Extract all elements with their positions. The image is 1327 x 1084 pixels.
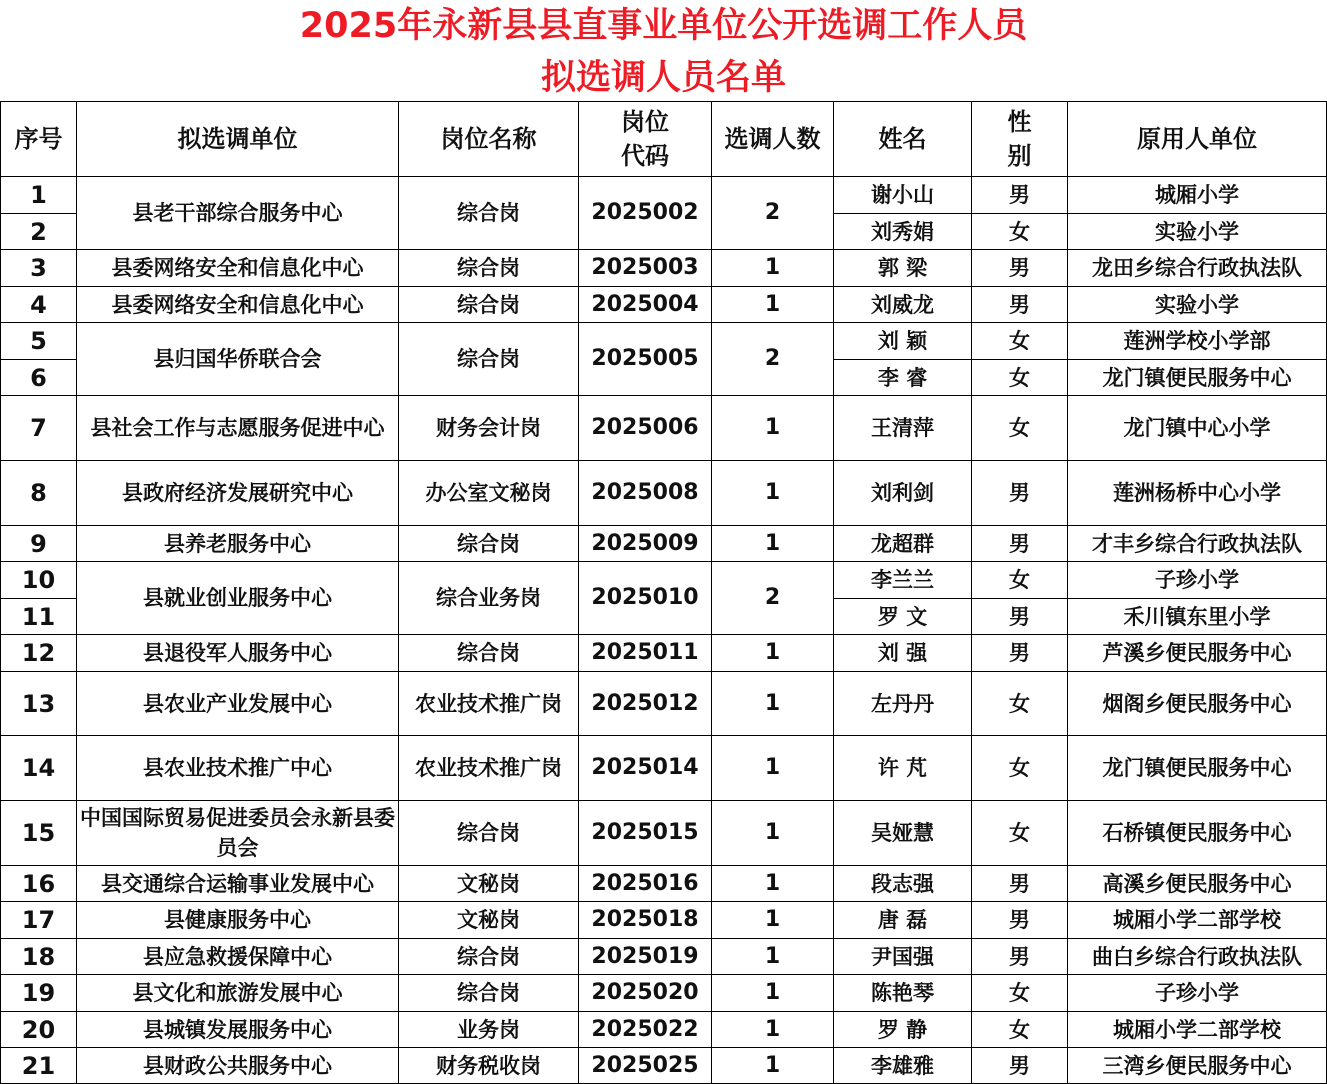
post-cell: 综合岗	[399, 801, 579, 866]
count-cell: 1	[712, 672, 834, 736]
name-cell: 刘利剑	[834, 461, 972, 526]
origin-unit-cell: 莲洲杨桥中心小学	[1068, 461, 1327, 526]
post-cell: 综合岗	[399, 975, 579, 1012]
name-cell: 罗 文	[834, 599, 972, 635]
origin-unit-cell: 子珍小学	[1068, 562, 1327, 599]
header-cell: 原用人单位	[1068, 102, 1327, 177]
seq-cell: 1	[1, 177, 77, 214]
post-cell: 综合岗	[399, 939, 579, 975]
table-row	[1, 250, 1327, 287]
name-cell: 刘 颖	[834, 323, 972, 360]
document-title	[0, 0, 1327, 101]
name-cell: 刘秀娟	[834, 214, 972, 250]
origin-unit-cell: 高溪乡便民服务中心	[1068, 866, 1327, 902]
origin-unit-cell: 城厢小学二部学校	[1068, 902, 1327, 939]
sex-cell: 男	[972, 177, 1068, 214]
count-cell: 1	[712, 1048, 834, 1084]
sex-cell: 女	[972, 562, 1068, 599]
post-cell: 财务税收岗	[399, 1048, 579, 1084]
count-cell: 2	[712, 562, 834, 635]
table-row	[1, 526, 1327, 562]
seq-cell: 5	[1, 323, 77, 360]
post-cell: 农业技术推广岗	[399, 736, 579, 801]
count-cell: 1	[712, 939, 834, 975]
table-row	[1, 801, 1327, 866]
name-cell: 刘 强	[834, 635, 972, 672]
sex-cell: 男	[972, 250, 1068, 287]
sex-cell: 男	[972, 461, 1068, 526]
header-cell: 岗位 代码	[579, 102, 712, 177]
table-row	[1, 177, 1327, 214]
unit-cell: 县委网络安全和信息化中心	[77, 250, 399, 287]
seq-cell: 21	[1, 1048, 77, 1084]
name-cell: 郭 梁	[834, 250, 972, 287]
name-cell: 谢小山	[834, 177, 972, 214]
count-cell: 2	[712, 323, 834, 396]
code-cell: 2025002	[579, 177, 712, 250]
seq-cell: 11	[1, 599, 77, 635]
seq-cell: 3	[1, 250, 77, 287]
sex-cell: 女	[972, 396, 1068, 461]
unit-cell: 县农业技术推广中心	[77, 736, 399, 801]
name-cell: 左丹丹	[834, 672, 972, 736]
code-cell: 2025010	[579, 562, 712, 635]
seq-cell: 17	[1, 902, 77, 939]
name-cell: 陈艳琴	[834, 975, 972, 1012]
seq-cell: 13	[1, 672, 77, 736]
post-cell: 文秘岗	[399, 902, 579, 939]
count-cell: 1	[712, 736, 834, 801]
count-cell: 2	[712, 177, 834, 250]
unit-cell: 县养老服务中心	[77, 526, 399, 562]
table-row	[1, 866, 1327, 902]
name-cell: 吴娅慧	[834, 801, 972, 866]
origin-unit-cell: 实验小学	[1068, 287, 1327, 323]
header-row	[1, 102, 1327, 177]
personnel-table	[0, 101, 1327, 1084]
count-cell: 1	[712, 635, 834, 672]
post-cell: 综合岗	[399, 250, 579, 287]
unit-cell: 县财政公共服务中心	[77, 1048, 399, 1084]
sex-cell: 男	[972, 902, 1068, 939]
post-cell: 农业技术推广岗	[399, 672, 579, 736]
count-cell: 1	[712, 461, 834, 526]
origin-unit-cell: 城厢小学	[1068, 177, 1327, 214]
post-cell: 综合岗	[399, 323, 579, 396]
code-cell: 2025020	[579, 975, 712, 1012]
table-row	[1, 396, 1327, 461]
header-cell: 性 别	[972, 102, 1068, 177]
post-cell: 综合岗	[399, 287, 579, 323]
seq-cell: 20	[1, 1012, 77, 1048]
code-cell: 2025019	[579, 939, 712, 975]
name-cell: 李 睿	[834, 360, 972, 396]
count-cell: 1	[712, 287, 834, 323]
origin-unit-cell: 莲洲学校小学部	[1068, 323, 1327, 360]
name-cell: 李兰兰	[834, 562, 972, 599]
count-cell: 1	[712, 975, 834, 1012]
sex-cell: 女	[972, 214, 1068, 250]
origin-unit-cell: 禾川镇东里小学	[1068, 599, 1327, 635]
unit-cell: 县就业创业服务中心	[77, 562, 399, 635]
count-cell: 1	[712, 250, 834, 287]
sex-cell: 女	[972, 975, 1068, 1012]
code-cell: 2025018	[579, 902, 712, 939]
table-row	[1, 1012, 1327, 1048]
title-line-1: 2025年永新县县直事业单位公开选调工作人员	[299, 6, 1028, 46]
sex-cell: 女	[972, 801, 1068, 866]
unit-cell: 县退役军人服务中心	[77, 635, 399, 672]
seq-cell: 15	[1, 801, 77, 866]
seq-cell: 4	[1, 287, 77, 323]
table-row	[1, 562, 1327, 599]
origin-unit-cell: 曲白乡综合行政执法队	[1068, 939, 1327, 975]
sex-cell: 男	[972, 599, 1068, 635]
sex-cell: 女	[972, 736, 1068, 801]
header-cell: 姓名	[834, 102, 972, 177]
seq-cell: 8	[1, 461, 77, 526]
origin-unit-cell: 龙门镇中心小学	[1068, 396, 1327, 461]
name-cell: 罗 静	[834, 1012, 972, 1048]
code-cell: 2025014	[579, 736, 712, 801]
sex-cell: 男	[972, 635, 1068, 672]
code-cell: 2025015	[579, 801, 712, 866]
origin-unit-cell: 烟阁乡便民服务中心	[1068, 672, 1327, 736]
post-cell: 文秘岗	[399, 866, 579, 902]
sex-cell: 男	[972, 287, 1068, 323]
unit-cell: 县城镇发展服务中心	[77, 1012, 399, 1048]
name-cell: 李雄雅	[834, 1048, 972, 1084]
header-cell: 序号	[1, 102, 77, 177]
code-cell: 2025025	[579, 1048, 712, 1084]
sex-cell: 女	[972, 360, 1068, 396]
post-cell: 财务会计岗	[399, 396, 579, 461]
name-cell: 刘威龙	[834, 287, 972, 323]
sex-cell: 男	[972, 1048, 1068, 1084]
code-cell: 2025016	[579, 866, 712, 902]
seq-cell: 9	[1, 526, 77, 562]
count-cell: 1	[712, 526, 834, 562]
code-cell: 2025011	[579, 635, 712, 672]
sex-cell: 男	[972, 866, 1068, 902]
unit-cell: 县社会工作与志愿服务促进中心	[77, 396, 399, 461]
code-cell: 2025004	[579, 287, 712, 323]
origin-unit-cell: 龙田乡综合行政执法队	[1068, 250, 1327, 287]
origin-unit-cell: 三湾乡便民服务中心	[1068, 1048, 1327, 1084]
table-body	[1, 177, 1327, 1084]
post-cell: 综合业务岗	[399, 562, 579, 635]
seq-cell: 14	[1, 736, 77, 801]
table-row	[1, 939, 1327, 975]
post-cell: 综合岗	[399, 177, 579, 250]
seq-cell: 16	[1, 866, 77, 902]
code-cell: 2025022	[579, 1012, 712, 1048]
name-cell: 许 芃	[834, 736, 972, 801]
table-row	[1, 323, 1327, 360]
code-cell: 2025009	[579, 526, 712, 562]
sex-cell: 女	[972, 672, 1068, 736]
count-cell: 1	[712, 801, 834, 866]
count-cell: 1	[712, 1012, 834, 1048]
header-cell: 拟选调单位	[77, 102, 399, 177]
seq-cell: 12	[1, 635, 77, 672]
unit-cell: 县农业产业发展中心	[77, 672, 399, 736]
unit-cell: 中国国际贸易促进委员会永新县委员会	[77, 801, 399, 866]
unit-cell: 县应急救援保障中心	[77, 939, 399, 975]
post-cell: 综合岗	[399, 526, 579, 562]
table-row	[1, 902, 1327, 939]
origin-unit-cell: 龙门镇便民服务中心	[1068, 360, 1327, 396]
code-cell: 2025008	[579, 461, 712, 526]
table-row	[1, 1048, 1327, 1084]
seq-cell: 19	[1, 975, 77, 1012]
seq-cell: 2	[1, 214, 77, 250]
table-row	[1, 287, 1327, 323]
name-cell: 段志强	[834, 866, 972, 902]
code-cell: 2025005	[579, 323, 712, 396]
unit-cell: 县健康服务中心	[77, 902, 399, 939]
seq-cell: 6	[1, 360, 77, 396]
title-line-2: 拟选调人员名单	[540, 58, 786, 98]
origin-unit-cell: 城厢小学二部学校	[1068, 1012, 1327, 1048]
unit-cell: 县归国华侨联合会	[77, 323, 399, 396]
unit-cell: 县政府经济发展研究中心	[77, 461, 399, 526]
name-cell: 尹国强	[834, 939, 972, 975]
name-cell: 龙超群	[834, 526, 972, 562]
seq-cell: 10	[1, 562, 77, 599]
sex-cell: 女	[972, 323, 1068, 360]
code-cell: 2025006	[579, 396, 712, 461]
sex-cell: 男	[972, 939, 1068, 975]
post-cell: 业务岗	[399, 1012, 579, 1048]
origin-unit-cell: 龙门镇便民服务中心	[1068, 736, 1327, 801]
post-cell: 综合岗	[399, 635, 579, 672]
unit-cell: 县交通综合运输事业发展中心	[77, 866, 399, 902]
unit-cell: 县文化和旅游发展中心	[77, 975, 399, 1012]
unit-cell: 县委网络安全和信息化中心	[77, 287, 399, 323]
sex-cell: 男	[972, 526, 1068, 562]
count-cell: 1	[712, 866, 834, 902]
header-cell: 岗位名称	[399, 102, 579, 177]
count-cell: 1	[712, 396, 834, 461]
header-cell: 选调人数	[712, 102, 834, 177]
code-cell: 2025003	[579, 250, 712, 287]
table-row	[1, 975, 1327, 1012]
origin-unit-cell: 才丰乡综合行政执法队	[1068, 526, 1327, 562]
sex-cell: 女	[972, 1012, 1068, 1048]
origin-unit-cell: 石桥镇便民服务中心	[1068, 801, 1327, 866]
table-row	[1, 461, 1327, 526]
unit-cell: 县老干部综合服务中心	[77, 177, 399, 250]
table-row	[1, 672, 1327, 736]
post-cell: 办公室文秘岗	[399, 461, 579, 526]
count-cell: 1	[712, 902, 834, 939]
code-cell: 2025012	[579, 672, 712, 736]
seq-cell: 7	[1, 396, 77, 461]
name-cell: 王清萍	[834, 396, 972, 461]
name-cell: 唐 磊	[834, 902, 972, 939]
seq-cell: 18	[1, 939, 77, 975]
table-row	[1, 736, 1327, 801]
origin-unit-cell: 芦溪乡便民服务中心	[1068, 635, 1327, 672]
origin-unit-cell: 子珍小学	[1068, 975, 1327, 1012]
table-row	[1, 635, 1327, 672]
origin-unit-cell: 实验小学	[1068, 214, 1327, 250]
